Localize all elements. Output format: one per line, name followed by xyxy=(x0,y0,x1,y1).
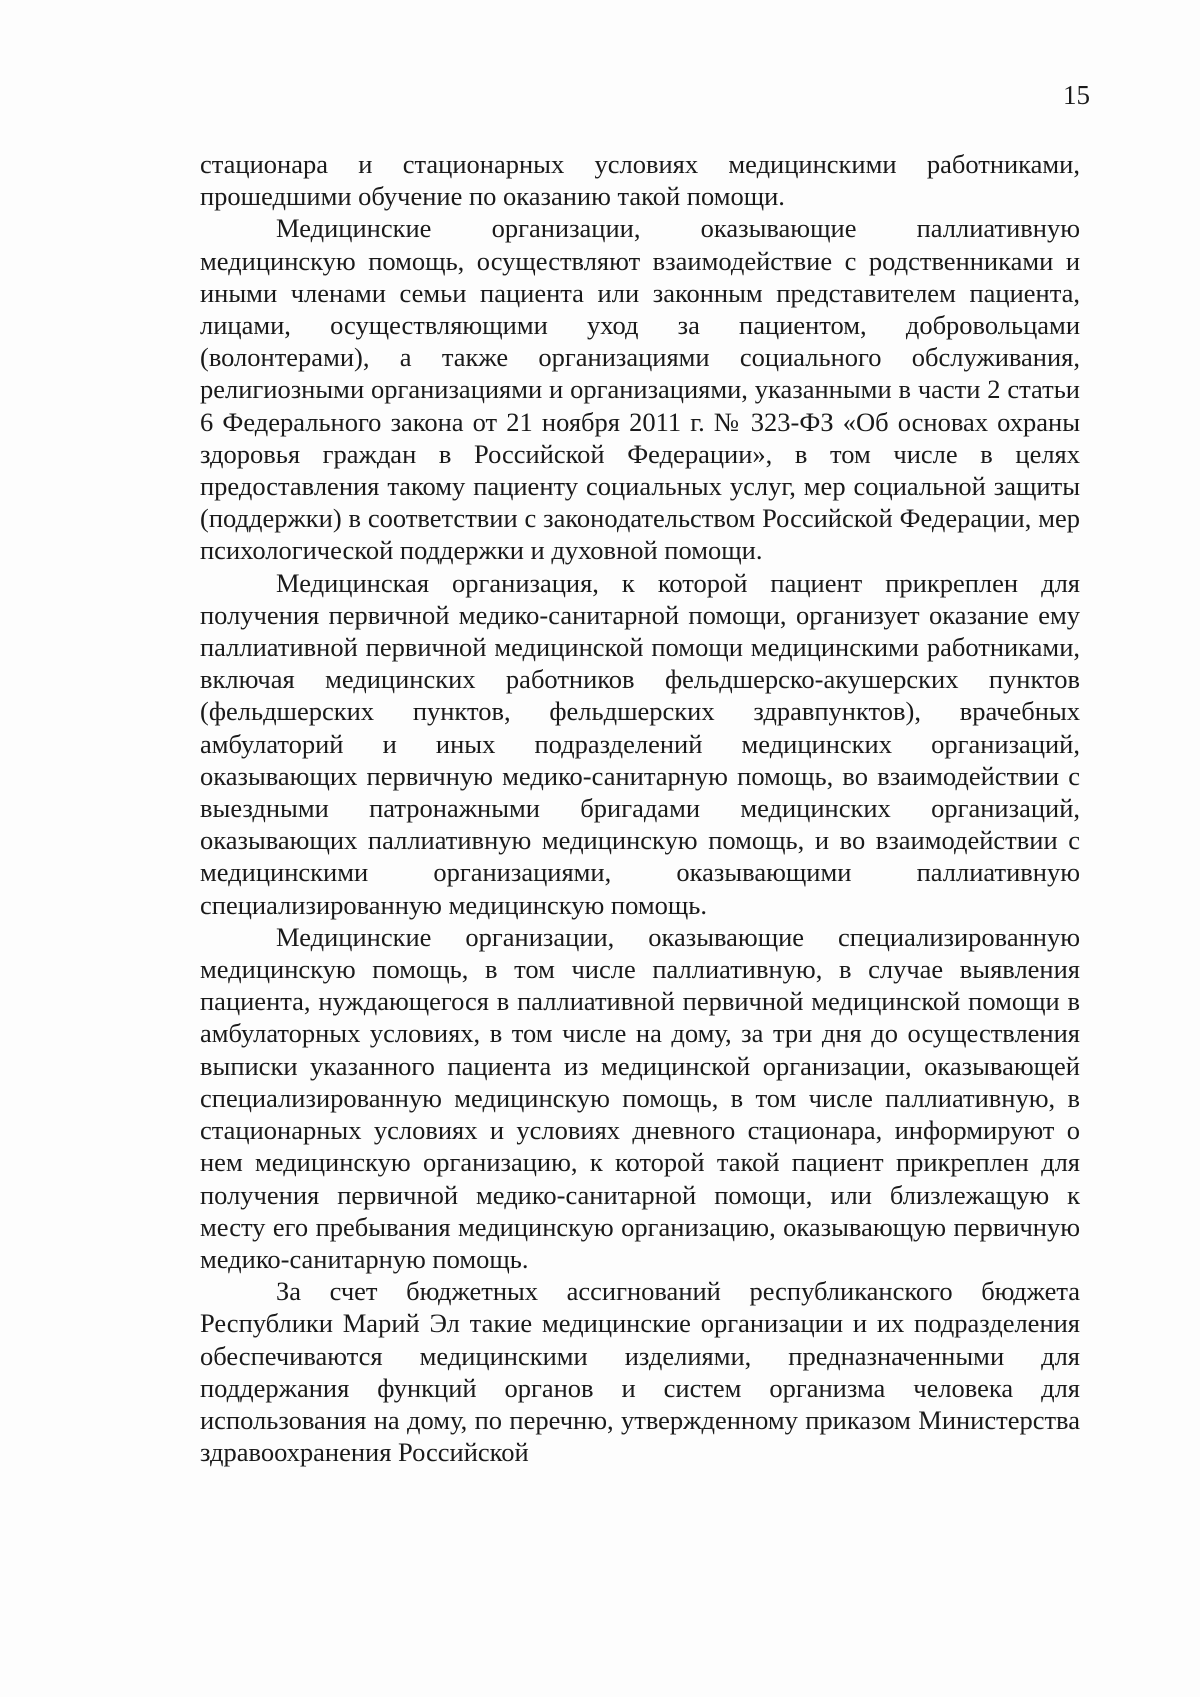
paragraph-primary-care: Медицинская организация, к которой пациент прикреплен для получения первичной медико-санитарной помощи, организует оказание ему паллиативной первичной медицинской помощи медицинскими работниками, включая медицинских работников фельдшерско-акушерских пунктов (фельдшерских пунктов, фельдшерских здравпунктов), врачебных амбулаторий и иных подразделений медицинских организаций, оказывающих первичную медико-санитарную помощь, во взаимодействии с выездными патронажными бригадами медицинских организаций, оказывающих паллиативную медицинскую помощь, и во взаимодействии с медицинскими организациями, оказывающими паллиативную специализированную медицинскую помощь. xyxy=(200,567,1080,920)
page-number: 15 xyxy=(1063,80,1090,110)
paragraph-interaction: Медицинские организации, оказывающие паллиативную медицинскую помощь, осуществляют взаимодействие с родственниками и иными членами семьи пациента или законным представителем пациента, лицами, осуществляющими уход за пациентом, добровольцами (волонтерами), а также организациями социального обслуживания, религиозными организациями и организациями, указанными в части 2 статьи 6 Федерального закона от 21 ноября 2011 г. № 323-ФЗ «Об основах охраны здоровья граждан в Российской Федерации», в том числе в целях предоставления такому пациенту социальных услуг, мер социальной защиты (поддержки) в соответствии с законодательством Российской Федерации, мер психологической поддержки и духовной помощи. xyxy=(200,213,1080,566)
paragraph-budget-funding: За счет бюджетных ассигнований республиканского бюджета Республики Марий Эл такие медицинские организации и их подразделения обеспечиваются медицинскими изделиями, предназначенными для поддержания функций органов и систем организма человека для использования на дому, по перечню, утвержденному приказом Министерства здравоохранения Российской xyxy=(200,1276,1080,1468)
paragraph-continuation: стационара и стационарных условиях медицинскими работниками, прошедшими обучение по оказанию такой помощи. xyxy=(200,149,1080,212)
paragraph-specialized-care: Медицинские организации, оказывающие специализированную медицинскую помощь, в том числе паллиативную, в случае выявления пациента, нуждающегося в паллиативной первичной медицинской помощи в амбулаторных условиях, в том числе на дому, за три дня до осуществления выписки указанного пациента из медицинской организации, оказывающей специализированную медицинскую помощь, в том числе паллиативную, в стационарных условиях и условиях дневного стационара, информируют о нем медицинскую организацию, к которой такой пациент прикреплен для получения первичной медико-санитарной помощи, или близлежащую к месту его пребывания медицинскую организацию, оказывающую первичную медико-санитарную помощь. xyxy=(200,921,1080,1274)
document-body xyxy=(200,148,1080,1468)
